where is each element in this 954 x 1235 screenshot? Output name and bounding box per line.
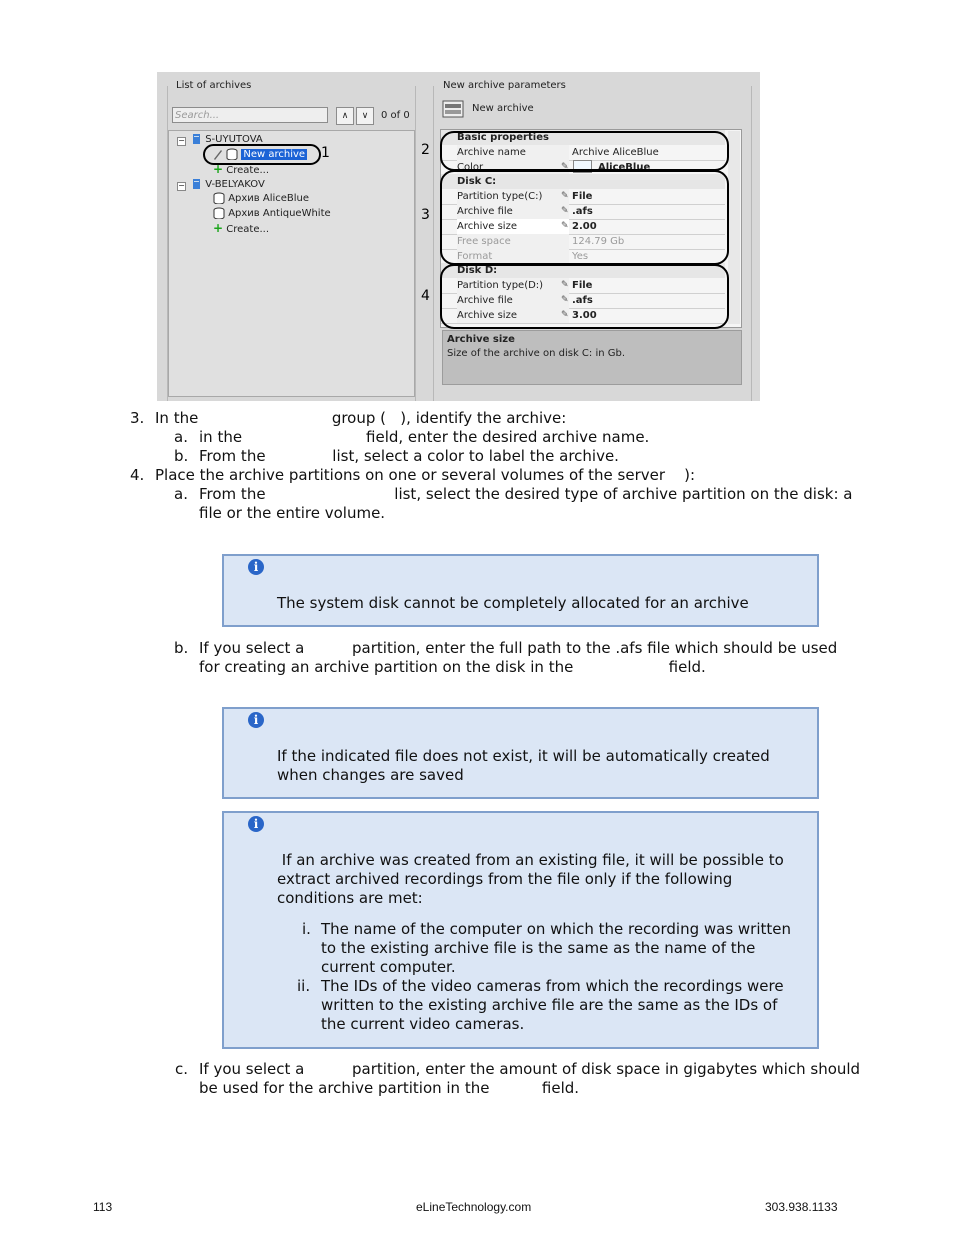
archives-tree bbox=[168, 130, 415, 397]
footer-website: eLineTechnology.com bbox=[416, 1200, 532, 1214]
archive-icon bbox=[213, 207, 225, 219]
category-label: Disk C: bbox=[457, 176, 497, 187]
edit-icon: ✎ bbox=[561, 206, 569, 216]
note-box-3 bbox=[222, 811, 819, 1049]
prop-name: Archive size bbox=[457, 308, 569, 323]
archive-size-value[interactable]: 2.00 bbox=[572, 221, 597, 232]
archive-header-name: New archive bbox=[472, 103, 534, 114]
server-icon bbox=[191, 178, 202, 190]
edit-icon: ✎ bbox=[561, 162, 569, 172]
step-3b-text: From the list, select a color to label the archive. bbox=[199, 447, 619, 465]
tree-node-server[interactable] bbox=[191, 178, 265, 191]
tree-node-label: S-UYUTOVA bbox=[205, 134, 263, 145]
step-4a-number: a. bbox=[174, 485, 188, 503]
step-4a-line-2: file or the entire volume. bbox=[199, 504, 386, 522]
tree-node-label: Create... bbox=[226, 165, 270, 176]
callout-number: 4 bbox=[421, 288, 430, 304]
partition-type-value[interactable]: File bbox=[572, 191, 593, 202]
archives-list-title: List of archives bbox=[173, 80, 254, 91]
archive-parameters-title: New archive parameters bbox=[440, 80, 569, 91]
prop-name: Partition type(D:) bbox=[457, 278, 569, 293]
step-3a-text: in the field, enter the desired archive name. bbox=[199, 428, 650, 446]
step-4b-line-2: for creating an archive partition on the disk in the field. bbox=[199, 658, 706, 676]
edit-icon: ✎ bbox=[561, 310, 569, 320]
step-4b-line-1: If you select a partition, enter the full path to the .afs file which should be used bbox=[199, 639, 838, 657]
prop-name: Partition type(C:) bbox=[457, 189, 569, 204]
free-space-value: 124.79 Gb bbox=[572, 236, 625, 247]
note-box-2 bbox=[222, 707, 819, 799]
edit-icon: ✎ bbox=[561, 280, 569, 290]
prop-name: Archive size bbox=[457, 219, 569, 234]
server-icon bbox=[191, 133, 202, 145]
edit-icon: ✎ bbox=[561, 221, 569, 231]
footer-page-number: 113 bbox=[93, 1200, 113, 1214]
condition-ii-line-3: the current video cameras. bbox=[321, 1015, 525, 1033]
prop-name: Free space bbox=[457, 234, 569, 249]
condition-i-line-3: current computer. bbox=[321, 958, 456, 976]
collapse-icon[interactable]: − bbox=[178, 136, 185, 145]
tree-node-label: Архив AntiqueWhite bbox=[228, 208, 331, 219]
info-icon: i bbox=[248, 816, 264, 832]
step-3-text: In the group ( ), identify the archive: bbox=[155, 409, 567, 427]
partition-type-value[interactable]: File bbox=[572, 280, 593, 291]
step-4c-line-2: be used for the archive partition in the field. bbox=[199, 1079, 580, 1097]
color-value[interactable]: AliceBlue bbox=[598, 162, 651, 173]
callout-oval-3 bbox=[440, 170, 729, 265]
format-value: Yes bbox=[572, 251, 589, 262]
edit-icon: ✎ bbox=[561, 191, 569, 201]
prop-name: Color bbox=[457, 160, 569, 175]
collapse-icon[interactable]: − bbox=[178, 181, 185, 190]
note-text-line-2: when changes are saved bbox=[277, 766, 464, 784]
tree-node-label: New archive bbox=[243, 149, 306, 160]
note-text-line-1: If the indicated file does not exist, it will be automatically created bbox=[277, 747, 770, 765]
search-input[interactable]: Search... bbox=[172, 107, 328, 123]
callout-oval-2 bbox=[440, 131, 729, 171]
note-text-line-1: If an archive was created from an existing file, it will be possible to bbox=[277, 851, 784, 869]
archive-file-value[interactable]: .afs bbox=[572, 206, 593, 217]
edit-icon: ✎ bbox=[561, 295, 569, 305]
step-4c-line-1: If you select a partition, enter the amount of disk space in gigabytes which should bbox=[199, 1060, 861, 1078]
description-text: Size of the archive on disk C: in Gb. bbox=[447, 348, 626, 359]
footer-phone: 303.938.1133 bbox=[765, 1200, 838, 1214]
step-4b-number: b. bbox=[174, 639, 189, 657]
archive-icon bbox=[213, 192, 225, 204]
tree-node-archive[interactable] bbox=[213, 192, 309, 205]
tree-node-label: Create... bbox=[226, 224, 270, 235]
search-counter: 0 of 0 bbox=[381, 110, 410, 121]
step-4-number: 4. bbox=[130, 466, 145, 484]
note-box-1 bbox=[222, 554, 819, 627]
info-icon: i bbox=[248, 559, 264, 575]
callout-number: 3 bbox=[421, 207, 430, 223]
step-3-number: 3. bbox=[130, 409, 145, 427]
tree-node-label: V-BELYAKOV bbox=[205, 179, 265, 190]
step-3a-number: a. bbox=[174, 428, 188, 446]
condition-ii-line-1: The IDs of the video cameras from which the recordings were bbox=[321, 977, 784, 995]
prop-name: Archive name bbox=[457, 145, 569, 160]
note-text: The system disk cannot be completely allocated for an archive bbox=[277, 594, 749, 612]
note-text-line-3: conditions are met: bbox=[277, 889, 423, 907]
prop-name: Format bbox=[457, 249, 569, 264]
callout-number: 2 bbox=[421, 142, 430, 158]
tree-node-label: Архив AliceBlue bbox=[228, 193, 310, 204]
callout-oval-1 bbox=[203, 144, 321, 165]
archive-file-value[interactable]: .afs bbox=[572, 295, 593, 306]
step-4c-number: c. bbox=[175, 1060, 189, 1078]
prop-name: Archive file bbox=[457, 293, 569, 308]
step-4-text: Place the archive partitions on one or several volumes of the server ): bbox=[155, 466, 696, 484]
condition-i-line-1: The name of the computer on which the recording was written bbox=[321, 920, 792, 938]
tree-node-create[interactable] bbox=[213, 222, 269, 235]
callout-number: 1 bbox=[321, 145, 330, 161]
properties-scrollbar[interactable] bbox=[728, 131, 740, 324]
condition-i-number: i. bbox=[302, 920, 311, 938]
archive-name-value[interactable]: Archive AliceBlue bbox=[572, 147, 659, 158]
callout-oval-4 bbox=[440, 264, 729, 329]
category-label: Basic properties bbox=[457, 132, 549, 143]
step-4a-line-1: From the list, select the desired type of archive partition on the disk: a bbox=[199, 485, 853, 503]
search-prev-button[interactable]: ∧ bbox=[336, 107, 354, 125]
plus-icon: + bbox=[213, 162, 224, 176]
plus-icon: + bbox=[213, 221, 224, 235]
search-next-button[interactable]: ∨ bbox=[356, 107, 374, 125]
property-description-panel bbox=[442, 330, 742, 385]
prop-name: Archive file bbox=[457, 204, 569, 219]
note-text-line-2: extract archived recordings from the file only if the following bbox=[277, 870, 733, 888]
category-label: Disk D: bbox=[457, 265, 498, 276]
archive-header-icon bbox=[442, 100, 464, 118]
description-title: Archive size bbox=[447, 334, 515, 345]
condition-ii-number: ii. bbox=[297, 977, 311, 995]
condition-i-line-2: to the existing archive file is the same as the name of the bbox=[321, 939, 756, 957]
archive-size-value[interactable]: 3.00 bbox=[572, 310, 597, 321]
condition-ii-line-2: written to the existing archive file are the same as the IDs of bbox=[321, 996, 778, 1014]
step-3b-number: b. bbox=[174, 447, 189, 465]
tree-node-archive[interactable] bbox=[213, 207, 331, 220]
info-icon: i bbox=[248, 712, 264, 728]
archive-settings-screenshot bbox=[157, 72, 760, 401]
